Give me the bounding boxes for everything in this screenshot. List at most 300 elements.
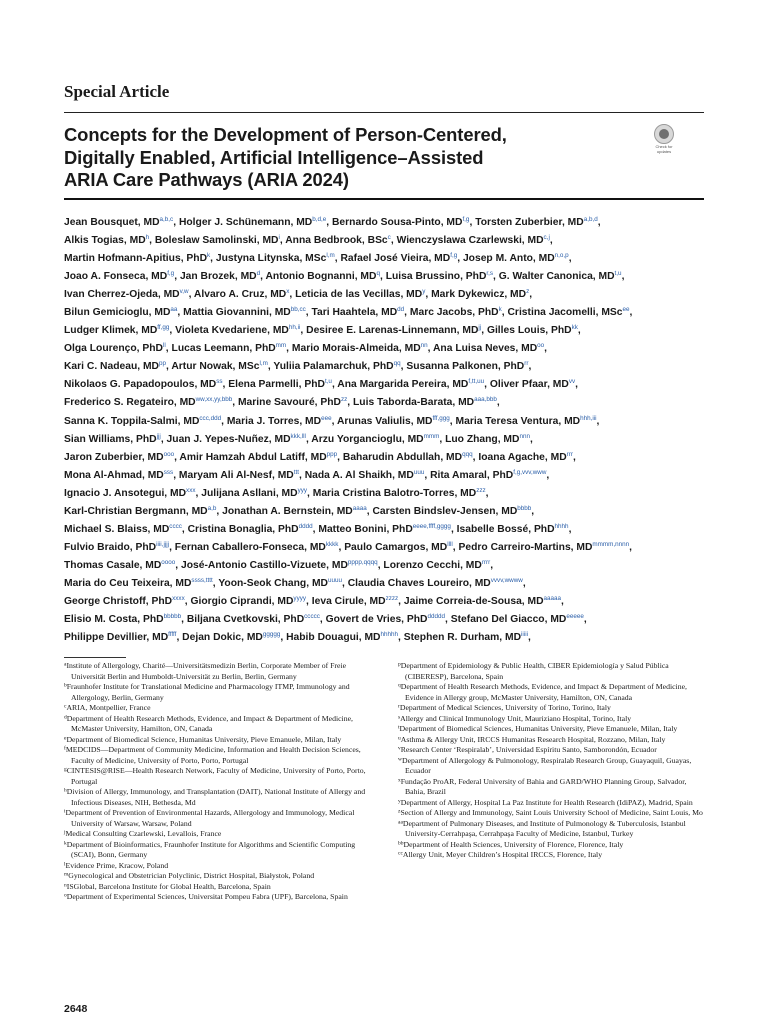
author-name: Sanna K. Toppila-Salmi, MD bbox=[64, 415, 200, 427]
author-name: Josep M. Anto, MD bbox=[462, 253, 555, 265]
author-line: Olga Lourenço, PhD$^{ll}$, Lucas Leemann, PhD$^{mm}$, Mario Morais-Almeida, $MD^{nn}$, Ana Luisa Neves, $MD^{oo}$, bbox=[64, 342, 548, 355]
footnote-text: Department of Health Sciences, University of Florence, Florence, Italy bbox=[403, 839, 624, 849]
footnote-key: i bbox=[64, 808, 66, 815]
author-affiliation-link[interactable]: zzzz bbox=[385, 594, 399, 602]
author-line: Martin Hofmann-Apitius, PhD$^k$, Justyna Litynska, MSc$^{l,m}$, Rafael José Vieira, MD$^{f,g}$, Josep M. Anto, MD$^{n,o,p}$, bbox=[64, 252, 572, 265]
affiliation-footnote bbox=[64, 714, 369, 735]
title-line: Digitally Enabled, Artificial Intelligence–Assisted bbox=[64, 146, 484, 168]
author-line: Nikolaos G. Papadopoulos, $MD^{ss}$, Elena Parmelli, PhD$^{t,u}$, Ana Margarida Pereira, $MD^{f,tt,uu}$, Oliver Pfaar, MD$^{vv}$, bbox=[64, 378, 578, 391]
footnote-text: Department of Biomedical Sciences, Humanitas University, Pieve Emanuele, Milan, Italy bbox=[399, 724, 678, 733]
footnote-key: k bbox=[64, 840, 67, 846]
footnote-text: Fundação ProAR, Federal University of Bahia and GARD/WHO Planning Group, Salvador, Bahia, Brazil bbox=[400, 776, 687, 796]
affiliation-footnote bbox=[398, 724, 703, 735]
affiliation-footnote bbox=[398, 735, 703, 746]
affiliation-footnote bbox=[64, 766, 369, 787]
author-name: Jonathan A. Bernstein, MD bbox=[222, 505, 353, 517]
footnote-rule bbox=[64, 657, 126, 658]
author-name: Isabelle Bossé, PhD bbox=[456, 523, 555, 535]
author-name: Cristina Bonaglia, PhD bbox=[187, 523, 299, 535]
author-affiliation-link[interactable]: vv bbox=[568, 378, 576, 386]
author-affiliation-link[interactable]: v,w bbox=[179, 288, 189, 296]
author-affiliation-link[interactable]: dddd bbox=[298, 522, 313, 530]
author-line: Jean Bousquet, MD$^{a,b,c}$, Holger J. Schünemann, MD$^{b,d,e}$, Bernardo Sousa-Pinto, MD$^{f,g}$, Torsten Zuberbier, MD$^{a,b,d}$, bbox=[64, 216, 601, 228]
article-title bbox=[64, 124, 624, 192]
author-name: Paulo Camargos, MD bbox=[344, 541, 448, 553]
footnote-key: g bbox=[64, 766, 67, 773]
footnote-text: Department of Experimental Sciences, Universitat Pompeu Fabra (UPF), Barcelona, Spain bbox=[66, 892, 348, 901]
author-line: Sanna K. Toppila-Salmi, $MD^{ccc,ddd}$, Maria J. Torres, $MD^{eee}$, Arunas Valiulis, $MD^{fff,ggg}$, Maria Teresa Ventura, $MD^{hhh,iii}$, bbox=[64, 414, 600, 427]
author-affiliation-link[interactable]: eeee,ffff,gggg bbox=[412, 522, 451, 530]
author-name: Desiree E. Larenas-Linnemann, MD bbox=[306, 325, 479, 337]
affiliation-footnote bbox=[398, 819, 703, 840]
author-name: Mario Morais-Almeida, MD bbox=[291, 343, 421, 355]
footnote-text: Allergy Unit, Meyer Children’s Hospital IRCCS, Florence, Italy bbox=[402, 850, 603, 859]
affiliation-footnote bbox=[64, 882, 369, 893]
author-name: Jean Bousquet, MD bbox=[64, 217, 160, 228]
author-name: Arunas Valiulis, MD bbox=[336, 415, 433, 427]
author-affiliation-link[interactable]: ttt bbox=[293, 468, 299, 476]
author-name: Michael S. Blaiss, MD bbox=[64, 523, 170, 535]
author-affiliation-link[interactable]: x bbox=[286, 288, 290, 296]
author-line: Thomas Casale, $MD^{oooo}$, José-Antonio Castillo-Vizuete, $MD^{pppp,qqqq}$, Lorenzo Cecchi, $MD^{rrrr}$, bbox=[64, 558, 494, 571]
author-name: Ieva Cirule, MD bbox=[311, 595, 386, 607]
author-affiliation-link[interactable]: f,g,vvv,www bbox=[513, 468, 547, 476]
author-name: Gilles Louis, PhD bbox=[486, 325, 572, 337]
footnote-text: Department of Bioinformatics, Fraunhofer Institute for Algorithms and Scientific Computing (SCAI), Bonn, Germany bbox=[66, 839, 356, 859]
author-name: Wienczyslawa Czarlewski, MD bbox=[396, 235, 544, 247]
footnote-text: CINTESIS@RISE—Health Research Network, Faculty of Medicine, University of Porto, Porto, Portugal bbox=[66, 766, 366, 786]
footnote-key: w bbox=[398, 756, 402, 762]
author-affiliation-link[interactable]: bb,cc bbox=[290, 306, 306, 314]
author-name: Martin Hofmann-Apitius, PhD bbox=[64, 253, 208, 265]
author-affiliation-link[interactable]: iiii,jjjj bbox=[156, 540, 170, 548]
author-affiliation-link[interactable]: fffff bbox=[168, 631, 177, 639]
author-affiliation-link[interactable]: aaa,bbb bbox=[474, 396, 497, 404]
author-affiliation-link[interactable]: dd bbox=[397, 306, 405, 314]
author-name: Bilun Gemicioglu, MD bbox=[64, 307, 171, 319]
author-name: Ludger Klimek, MD bbox=[64, 325, 158, 337]
footnote-text: Fraunhofer Institute for Translational Medicine and Pharmacology ITMP, Immunology and Allergology, Berlin, Germany bbox=[66, 682, 350, 702]
footnote-key: j bbox=[64, 829, 66, 836]
author-name: Ioana Agache, MD bbox=[478, 451, 567, 463]
footnote-key: m bbox=[64, 871, 69, 878]
author-name: Fernan Caballero-Fonseca, MD bbox=[174, 541, 326, 553]
author-name: Luo Zhang, MD bbox=[445, 433, 520, 445]
author-affiliation-link[interactable]: f,tt,uu bbox=[468, 378, 485, 386]
author-line: Michael S. Blaiss, $MD^{cccc}$, Cristina Bonaglia, PhD$^{dddd}$, Matteo Bonini, PhD$^{eeee,ffff,gggg}$, Isabelle Bossé, PhD$^{hhhh}$, bbox=[64, 522, 572, 535]
author-name: Elena Parmelli, PhD bbox=[228, 379, 325, 391]
author-name: José-Antonio Castillo-Vizuete, MD bbox=[181, 559, 348, 571]
author-affiliation-link[interactable]: aaaaa bbox=[543, 594, 562, 602]
footnote-text: Department of Biomedical Science, Humanitas University, Pieve Emanuele, Milan, Italy bbox=[66, 734, 342, 744]
author-affiliation-link[interactable]: sss bbox=[163, 468, 174, 476]
footnote-text: ARIA, Montpellier, France bbox=[66, 703, 151, 712]
author-affiliation-link[interactable]: ooo bbox=[163, 450, 175, 458]
author-line: Frederico S. Regateiro, $MD^{ww,xx,yy,bbb}$, Marine Savouré, PhD$^{zz}$, Luis Taborda-Barata, $MD^{aaa,bbb}$, bbox=[64, 396, 500, 409]
title-line: ARIA Care Pathways (ARIA 2024) bbox=[64, 169, 349, 190]
author-name: Anna Bedbrook, BSc bbox=[285, 235, 388, 247]
affiliation-footnote bbox=[64, 682, 369, 703]
author-affiliation-link[interactable]: d bbox=[256, 270, 261, 278]
author-affiliation-link[interactable]: nnn bbox=[519, 432, 530, 440]
author-affiliation-link[interactable]: jjj bbox=[156, 432, 161, 440]
author-name: Mark Dykewicz, MD bbox=[431, 289, 527, 301]
footnote-text: Department of Allergy, Hospital La Paz Institute for Health Research (IdiPAZ), Madrid, Spain bbox=[400, 797, 693, 807]
affiliation-footnote bbox=[64, 661, 369, 682]
author-name: Rita Amaral, PhD bbox=[430, 469, 514, 481]
author-affiliation-link[interactable]: qq bbox=[393, 360, 401, 368]
footnote-key: z bbox=[398, 808, 401, 815]
author-name: Alkis Togias, MD bbox=[64, 235, 146, 247]
footnote-key: e bbox=[64, 735, 67, 741]
author-line: Bilun Gemicioglu, $MD^{aa}$, Mattia Giovannini, $MD^{bb,cc}$, Tari Haahtela, $MD^{dd}$, Marc Jacobs, PhD$^k$, Cristina Jacomelli, MSc$^{ee}$, bbox=[64, 306, 633, 319]
title-rule bbox=[64, 198, 704, 200]
author-affiliation-link[interactable]: a,b bbox=[207, 504, 217, 512]
footnote-key: u bbox=[398, 735, 401, 741]
affiliation-footnote bbox=[398, 745, 703, 756]
footnote-text: Evidence Prime, Kracow, Poland bbox=[65, 860, 169, 870]
author-name: Arzu Yorgancioglu, MD bbox=[311, 433, 424, 445]
footnote-key: d bbox=[64, 714, 67, 720]
author-name: Oliver Pfaar, MD bbox=[489, 379, 569, 391]
footnote-key: s bbox=[398, 714, 401, 720]
author-affiliation-link[interactable]: b,d,e bbox=[312, 216, 327, 223]
author-affiliation-link[interactable]: yyy bbox=[297, 486, 308, 494]
footnote-key: h bbox=[64, 787, 67, 794]
author-affiliation-link[interactable]: ww,xx,yy,bbb bbox=[195, 396, 233, 404]
author-affiliation-link[interactable]: mmm bbox=[423, 432, 440, 440]
affiliation-footnote bbox=[64, 892, 369, 903]
affiliation-footnote bbox=[398, 840, 703, 851]
author-name: Artur Nowak, MSc bbox=[171, 361, 260, 373]
section-label: Special Article bbox=[64, 82, 170, 101]
author-name: Julijana Asllani, MD bbox=[201, 487, 298, 499]
author-affiliation-link[interactable]: ee bbox=[622, 306, 630, 314]
footnote-key: p bbox=[398, 661, 401, 668]
author-name: Alvaro A. Cruz, MD bbox=[193, 289, 287, 301]
author-affiliation-link[interactable]: t,u bbox=[614, 270, 622, 278]
author-affiliation-link[interactable]: r,s bbox=[486, 270, 494, 278]
author-affiliation-link[interactable]: jj bbox=[478, 324, 482, 332]
author-name: Antonio Bognanni, MD bbox=[265, 271, 377, 283]
author-affiliation-link[interactable]: fff,ggg bbox=[432, 414, 450, 422]
author-affiliation-link[interactable]: l,m bbox=[259, 360, 268, 368]
author-name: Olga Lourenço, PhD bbox=[64, 343, 163, 355]
author-line: Ivan Cherrez-Ojeda, MD$^{v,w}$, Alvaro A. Cruz, $MD^x$, Leticia de las Vecillas, $MD^y$, Mark Dykewicz, $MD^z$, bbox=[64, 288, 533, 301]
author-line: George Christoff, PhD$^{xxxx}$, Giorgio Ciprandi, $MD^{yyyy}$, Ieva Cirule, $MD^{zzzz}$, Jaime Correia-de-Sousa, $MD^{aaaaa}$, bbox=[64, 594, 564, 607]
author-name: Stephen R. Durham, MD bbox=[403, 632, 522, 644]
author-affiliation-link[interactable]: ccccc bbox=[304, 613, 320, 621]
author-name: Maria J. Torres, MD bbox=[226, 415, 322, 427]
author-affiliation-link[interactable]: hhhhh bbox=[380, 631, 399, 639]
affiliation-footnote bbox=[64, 787, 369, 808]
author-name: Lorenzo Cecchi, MD bbox=[383, 559, 482, 571]
author-name: Maria Cristina Balotro-Torres, MD bbox=[312, 487, 477, 499]
author-name: Ana Luisa Neves, MD bbox=[433, 343, 538, 355]
affiliation-footnote bbox=[398, 798, 703, 809]
footnote-text: Institute of Allergology, Charité—Universitätsmedizin Berlin, Corporate Member of Freie Universität Berlin and Humboldt-Universität zu Berlin, Berlin, Germany bbox=[66, 661, 347, 681]
author-name: Yoon-Seok Chang, MD bbox=[218, 577, 328, 589]
footnote-key: q bbox=[398, 682, 401, 689]
author-affiliation-link[interactable]: eeeee bbox=[566, 613, 584, 621]
author-line: Kari C. Nadeau, $MD^{pp}$, Artur Nowak, MSc$^{l,m}$, Yuliia Palamarchuk, PhD$^{qq}$, Susanna Palkonen, PhD$^{rr}$, bbox=[64, 360, 532, 373]
footnote-key: f bbox=[64, 745, 66, 752]
affiliation-footnote bbox=[398, 682, 703, 703]
affiliation-footnote bbox=[64, 861, 369, 872]
footnote-key: r bbox=[398, 703, 400, 710]
author-affiliation-link[interactable]: n,o,p bbox=[554, 252, 569, 260]
author-affiliation-link[interactable]: ssss,tttt bbox=[191, 576, 213, 584]
footnote-key: o bbox=[64, 892, 67, 899]
footnote-key: bb bbox=[398, 840, 404, 846]
affiliation-footnote bbox=[64, 829, 369, 840]
author-affiliation-link[interactable]: ss bbox=[216, 378, 223, 386]
author-affiliation-link[interactable]: ggggg bbox=[262, 631, 281, 639]
page-number: 2648 bbox=[64, 1003, 88, 1015]
affiliation-footnote bbox=[398, 850, 703, 861]
author-affiliation-link[interactable]: h bbox=[145, 234, 150, 242]
author-name: Fulvio Braido, PhD bbox=[64, 541, 157, 553]
author-affiliation-link[interactable]: ccc,ddd bbox=[199, 414, 222, 422]
author-name: Ivan Cherrez-Ojeda, MD bbox=[64, 289, 180, 301]
author-name: Pedro Carreiro-Martins, MD bbox=[458, 541, 593, 553]
footnote-key: v bbox=[398, 745, 401, 752]
author-line: Ludger Klimek, $MD^{ff,gg}$, Violeta Kvedariene, $MD^{hh,ii}$, Desiree E. Larenas-Linnemann, $MD^{jj}$, Gilles Louis, PhD$^{kk}$, bbox=[64, 324, 581, 337]
author-affiliation-link[interactable]: oo bbox=[537, 342, 545, 350]
footnote-text: Department of Prevention of Environmental Hazards, Allergology and Immunology, Medical University of Warsaw, Warsaw, Poland bbox=[65, 808, 355, 828]
author-name: Bernardo Sousa-Pinto, MD bbox=[332, 217, 463, 228]
author-affiliation-link[interactable]: rrr bbox=[566, 450, 573, 458]
author-affiliation-link[interactable]: a,b,d bbox=[583, 216, 598, 223]
crossmark-label: Check for updates bbox=[655, 144, 673, 154]
author-line: Joao A. Fonseca, MD$^{f,g}$, Jan Brozek, $MD^d$, Antonio Bognanni, $MD^q$, Luisa Brussino, PhD$^{r,s}$, G. Walter Canonica, MD$^{t,u}$, bbox=[64, 270, 625, 283]
author-line: Alkis Togias, $MD^h$, Boleslaw Samolinski, $MD^i$, Anna Bedbrook, BSc$^c$, Wienczyslawa Czarlewski, MD$^{c,j}$, bbox=[64, 234, 553, 247]
author-name: Juan J. Yepes-Nuñez, MD bbox=[166, 433, 291, 445]
author-affiliation-link[interactable]: f,g bbox=[450, 252, 458, 260]
author-affiliation-link[interactable]: a,b,c bbox=[159, 216, 174, 223]
author-affiliation-link[interactable]: mm bbox=[275, 342, 287, 350]
affiliation-footnote bbox=[64, 840, 369, 861]
author-name: Dejan Dokic, MD bbox=[182, 632, 263, 644]
author-affiliation-link[interactable]: f,g bbox=[167, 270, 175, 278]
author-name: Marc Jacobs, PhD bbox=[409, 307, 499, 319]
author-name: Habib Douagui, MD bbox=[286, 632, 381, 644]
affiliation-footnote bbox=[398, 756, 703, 777]
author-affiliation-link[interactable]: bbbb bbox=[517, 504, 532, 512]
author-name: Maryam Ali Al-Nesf, MD bbox=[178, 469, 294, 481]
footnote-key: x bbox=[398, 777, 401, 783]
author-affiliation-link[interactable]: rrrr bbox=[481, 558, 491, 566]
author-name: Karl-Christian Bergmann, MD bbox=[64, 505, 208, 517]
author-name: Nikolaos G. Papadopoulos, MD bbox=[64, 379, 217, 391]
footnote-text: MEDCIDS—Department of Community Medicine, Information and Health Decision Sciences, Faculty of Medicine, University of Porto, Porto, Portugal bbox=[65, 745, 361, 765]
author-name: Justyna Litynska, MSc bbox=[215, 253, 327, 265]
author-name: Sian Williams, PhD bbox=[64, 433, 157, 445]
author-name: Rafael José Vieira, MD bbox=[340, 253, 451, 265]
author-affiliation-link[interactable]: ff,gg bbox=[157, 324, 170, 332]
author-name: Holger J. Schünemann, MD bbox=[178, 217, 313, 228]
author-affiliation-link[interactable]: ppp bbox=[326, 450, 338, 458]
affiliation-footnote bbox=[64, 871, 369, 882]
author-line: Ignacio J. Ansotegui, MD$^{xxx}$, Julijana Asllani, $MD^{yyy}$, Maria Cristina Balotro-Torres, $MD^{zzz}$, bbox=[64, 486, 489, 499]
author-name: Carsten Bindslev-Jensen, MD bbox=[372, 505, 518, 517]
footnote-text: Department of Epidemiology & Public Health, CIBER Epidemiología y Salud Pública (CIBERESP), Barcelona, Spain bbox=[400, 661, 669, 681]
author-name: G. Walter Canonica, MD bbox=[498, 271, 615, 283]
author-affiliation-link[interactable]: k bbox=[498, 306, 502, 314]
affiliations-left-column bbox=[64, 661, 369, 903]
author-affiliation-link[interactable]: c,j bbox=[543, 234, 550, 242]
author-affiliation-link[interactable]: vvvv,wwww bbox=[490, 576, 523, 584]
affiliation-footnote bbox=[64, 745, 369, 766]
affiliation-footnote bbox=[398, 714, 703, 725]
author-affiliation-link[interactable]: uuuu bbox=[327, 576, 342, 584]
author-affiliation-link[interactable]: rr bbox=[524, 360, 529, 368]
author-name: Jan Brozek, MD bbox=[179, 271, 257, 283]
author-affiliation-link[interactable]: oooo bbox=[161, 558, 176, 566]
author-name: Claudia Chaves Loureiro, MD bbox=[347, 577, 491, 589]
author-name: Mona Al-Ahmad, MD bbox=[64, 469, 164, 481]
author-affiliation-link[interactable]: zzz bbox=[476, 486, 486, 494]
author-name: Thomas Casale, MD bbox=[64, 559, 162, 571]
affiliation-footnote bbox=[398, 808, 703, 819]
author-name: Lucas Leemann, PhD bbox=[171, 343, 276, 355]
author-affiliation-link[interactable]: aaaa bbox=[352, 504, 367, 512]
check-for-updates-badge[interactable] bbox=[650, 124, 678, 154]
author-affiliation-link[interactable]: k bbox=[207, 252, 211, 260]
author-name: Violeta Kvedariene, MD bbox=[175, 325, 289, 337]
author-name: Biljana Cvetkovski, PhD bbox=[186, 614, 305, 626]
author-affiliation-link[interactable]: yyyy bbox=[293, 594, 307, 602]
author-name: Yuliia Palamarchuk, PhD bbox=[273, 361, 394, 373]
author-name: Matteo Bonini, PhD bbox=[318, 523, 413, 535]
footnote-text: Department of Health Research Methods, Evidence, and Impact & Department of Medicine, McMaster University, Hamilton, ON, Canada bbox=[66, 713, 353, 733]
author-affiliation-link[interactable]: kk bbox=[571, 324, 578, 332]
author-affiliation-link[interactable]: q bbox=[376, 270, 380, 278]
author-affiliation-link[interactable]: hh,ii bbox=[288, 324, 301, 332]
author-line: Mona Al-Ahmad, $MD^{sss}$, Maryam Ali Al-Nesf, $MD^{ttt}$, Nada A. Al Shaikh, $MD^{uuu}$, Rita Amaral, PhD$^{f,g,vvv,www}$, bbox=[64, 468, 550, 481]
author-line: Fulvio Braido, PhD$^{iiii,jjjj}$, Fernan Caballero-Fonseca, $MD^{kkkk}$, Paulo Camargos, $MD^{llll}$, Pedro Carreiro-Martins, $MD^{mmmm,nnnn}$, bbox=[64, 540, 633, 553]
footnote-key: l bbox=[64, 861, 66, 867]
author-name: Marine Savouré, PhD bbox=[237, 397, 341, 409]
author-name: Boleslaw Samolinski, MD bbox=[154, 235, 279, 247]
author-name: Nada A. Al Shaikh, MD bbox=[304, 469, 414, 481]
author-affiliation-link[interactable]: ll bbox=[162, 342, 166, 350]
author-name: Govert de Vries, PhD bbox=[325, 614, 428, 626]
affiliation-footnote bbox=[398, 661, 703, 682]
author-affiliation-link[interactable]: kkkk bbox=[325, 540, 339, 548]
author-affiliation-link[interactable]: zz bbox=[340, 396, 348, 404]
author-name: Maria Teresa Ventura, MD bbox=[455, 415, 581, 427]
author-affiliation-link[interactable]: aa bbox=[170, 306, 178, 314]
author-affiliation-link[interactable]: ddddd bbox=[427, 613, 446, 621]
footnote-text: Department of Allergology & Pulmonology, Respiralab Research Group, Guayaquil, Guayas, Ecuador bbox=[401, 755, 692, 775]
author-affiliation-link[interactable]: pp bbox=[158, 360, 166, 368]
author-name: Cristina Jacomelli, MSc bbox=[507, 307, 623, 319]
author-name: Mattia Giovannini, MD bbox=[183, 307, 291, 319]
footnote-text: Department of Pulmonary Diseases, and Institute of Pulmonology & Tuberculosis, Istanbul University-Cerrahpaşa, Cerrahpaşa Faculty of Medicine, Istanbul, Turkey bbox=[402, 818, 686, 838]
author-line: Karl-Christian Bergmann, MD$^{a,b}$, Jonathan A. Bernstein, $MD^{aaaa}$, Carsten Bindslev-Jensen, $MD^{bbbb}$, bbox=[64, 504, 535, 517]
footnote-key: b bbox=[64, 682, 67, 689]
footnote-text: Department of Health Research Methods, Evidence, and Impact & Department of Medicine, Evidence in Allergy group, McMaster University, Hamilton, ON, Canada bbox=[400, 682, 687, 702]
author-line: Jaron Zuberbier, $MD^{ooo}$, Amir Hamzah Abdul Latiff, $MD^{ppp}$, Baharudin Abdullah, $MD^{qqq}$, Ioana Agache, $MD^{rrr}$, bbox=[64, 450, 576, 463]
author-affiliation-link[interactable]: l,m bbox=[326, 252, 335, 260]
header-rule bbox=[64, 112, 704, 113]
footnote-text: Research Center ‘Respiralab’, Universidad Espíritu Santo, Samborondón, Ecuador bbox=[400, 745, 657, 754]
footnote-text: Gynecological and Obstetrician Polyclinic, District Hospital, Białystok, Poland bbox=[68, 871, 315, 880]
affiliation-footnote bbox=[398, 777, 703, 798]
author-name: George Christoff, PhD bbox=[64, 595, 173, 607]
author-name: Elisio M. Costa, PhD bbox=[64, 614, 164, 626]
footnote-key: aa bbox=[398, 819, 403, 825]
footnote-text: Division of Allergy, Immunology, and Transplantation (DAIT), National Institute of Allergy and Infectious Diseases, NIH, Bethesda, Md bbox=[66, 787, 366, 807]
footnote-key: a bbox=[64, 661, 67, 668]
author-affiliation-link[interactable]: xxx bbox=[186, 486, 196, 494]
affiliations-right-column bbox=[398, 661, 703, 861]
author-name: Jaime Correia-de-Sousa, MD bbox=[403, 595, 544, 607]
author-affiliation-link[interactable]: f,g bbox=[462, 216, 470, 223]
author-affiliation-link[interactable]: hhh,iii bbox=[580, 414, 597, 422]
author-affiliation-link[interactable]: mmmm,nnnn bbox=[592, 540, 630, 548]
author-name: Frederico S. Regateiro, MD bbox=[64, 397, 196, 409]
author-affiliation-link[interactable]: eee bbox=[321, 414, 332, 422]
author-name: Luisa Brussino, PhD bbox=[385, 271, 487, 283]
footnote-key: c bbox=[64, 703, 67, 710]
author-affiliation-link[interactable]: bbbbb bbox=[163, 613, 182, 621]
author-name: Leticia de las Vecillas, MD bbox=[295, 289, 423, 301]
author-name: Giorgio Ciprandi, MD bbox=[190, 595, 294, 607]
author-affiliation-link[interactable]: c bbox=[387, 234, 391, 242]
footnote-text: Medical Consulting Czarlewski, Levallois, France bbox=[65, 829, 222, 838]
author-affiliation-link[interactable]: qqq bbox=[462, 450, 473, 458]
author-affiliation-link[interactable]: xxxx bbox=[172, 594, 185, 602]
author-affiliation-link[interactable]: llll bbox=[447, 540, 453, 548]
footnote-text: Allergy and Clinical Immunology Unit, Mauriziano Hospital, Torino, Italy bbox=[400, 713, 632, 723]
author-affiliation-link[interactable]: nn bbox=[420, 342, 428, 350]
author-name: Ana Margarida Pereira, MD bbox=[337, 379, 469, 391]
author-name: Stefano Del Giacco, MD bbox=[450, 614, 567, 626]
footnote-text: ISGlobal, Barcelona Institute for Global Health, Barcelona, Spain bbox=[66, 881, 271, 891]
author-name: Susanna Palkonen, PhD bbox=[406, 361, 525, 373]
crossmark-dot-icon bbox=[659, 129, 669, 139]
author-line: Philippe Devillier, $MD^{fffff}$, Dejan Dokic, $MD^{ggggg}$, Habib Douagui, $MD^{hhhhh}$, Stephen R. Durham, $MD^{iiiii}$, bbox=[64, 631, 531, 644]
author-affiliation-link[interactable]: pppp,qqqq bbox=[347, 558, 378, 566]
author-name: Philippe Devillier, MD bbox=[64, 632, 169, 644]
footnote-text: Asthma & Allergy Unit, IRCCS Humanitas Research Hospital, Rozzano, Milan, Italy bbox=[400, 734, 666, 744]
author-affiliation-link[interactable]: i bbox=[278, 234, 280, 242]
author-affiliation-link[interactable]: t,u bbox=[324, 378, 332, 386]
author-name: Jaron Zuberbier, MD bbox=[64, 451, 164, 463]
footnote-key: n bbox=[64, 882, 67, 888]
author-affiliation-link[interactable]: hhhh bbox=[554, 522, 569, 530]
footnote-text: Section of Allergy and Immunology, Saint Louis University School of Medicine, Saint Louis, Mo bbox=[400, 808, 703, 817]
affiliation-footnote bbox=[64, 808, 369, 829]
author-name: Tari Haahtela, MD bbox=[311, 307, 398, 319]
author-affiliation-link[interactable]: kkk,lll bbox=[290, 432, 306, 440]
author-affiliation-link[interactable]: cccc bbox=[169, 522, 182, 530]
author-affiliation-link[interactable]: iiiii bbox=[521, 631, 529, 639]
author-affiliation-link[interactable]: y bbox=[422, 288, 426, 296]
footnote-key: t bbox=[398, 724, 400, 731]
author-name: Ignacio J. Ansotegui, MD bbox=[64, 487, 187, 499]
author-line: Sian Williams, PhD$^{jjj}$, Juan J. Yepes-Nuñez, $MD^{kkk,lll}$, Arzu Yorgancioglu, $MD^{mmm}$, Luo Zhang, $MD^{nnn}$, bbox=[64, 432, 533, 445]
author-affiliation-link[interactable]: z bbox=[526, 288, 530, 296]
author-name: Baharudin Abdullah, MD bbox=[342, 451, 463, 463]
affiliation-footnote bbox=[64, 703, 369, 714]
author-affiliation-link[interactable]: uuu bbox=[413, 468, 425, 476]
title-line: Concepts for the Development of Person-Centered, bbox=[64, 124, 507, 145]
author-list bbox=[64, 214, 714, 647]
affiliation-footnote bbox=[64, 735, 369, 746]
